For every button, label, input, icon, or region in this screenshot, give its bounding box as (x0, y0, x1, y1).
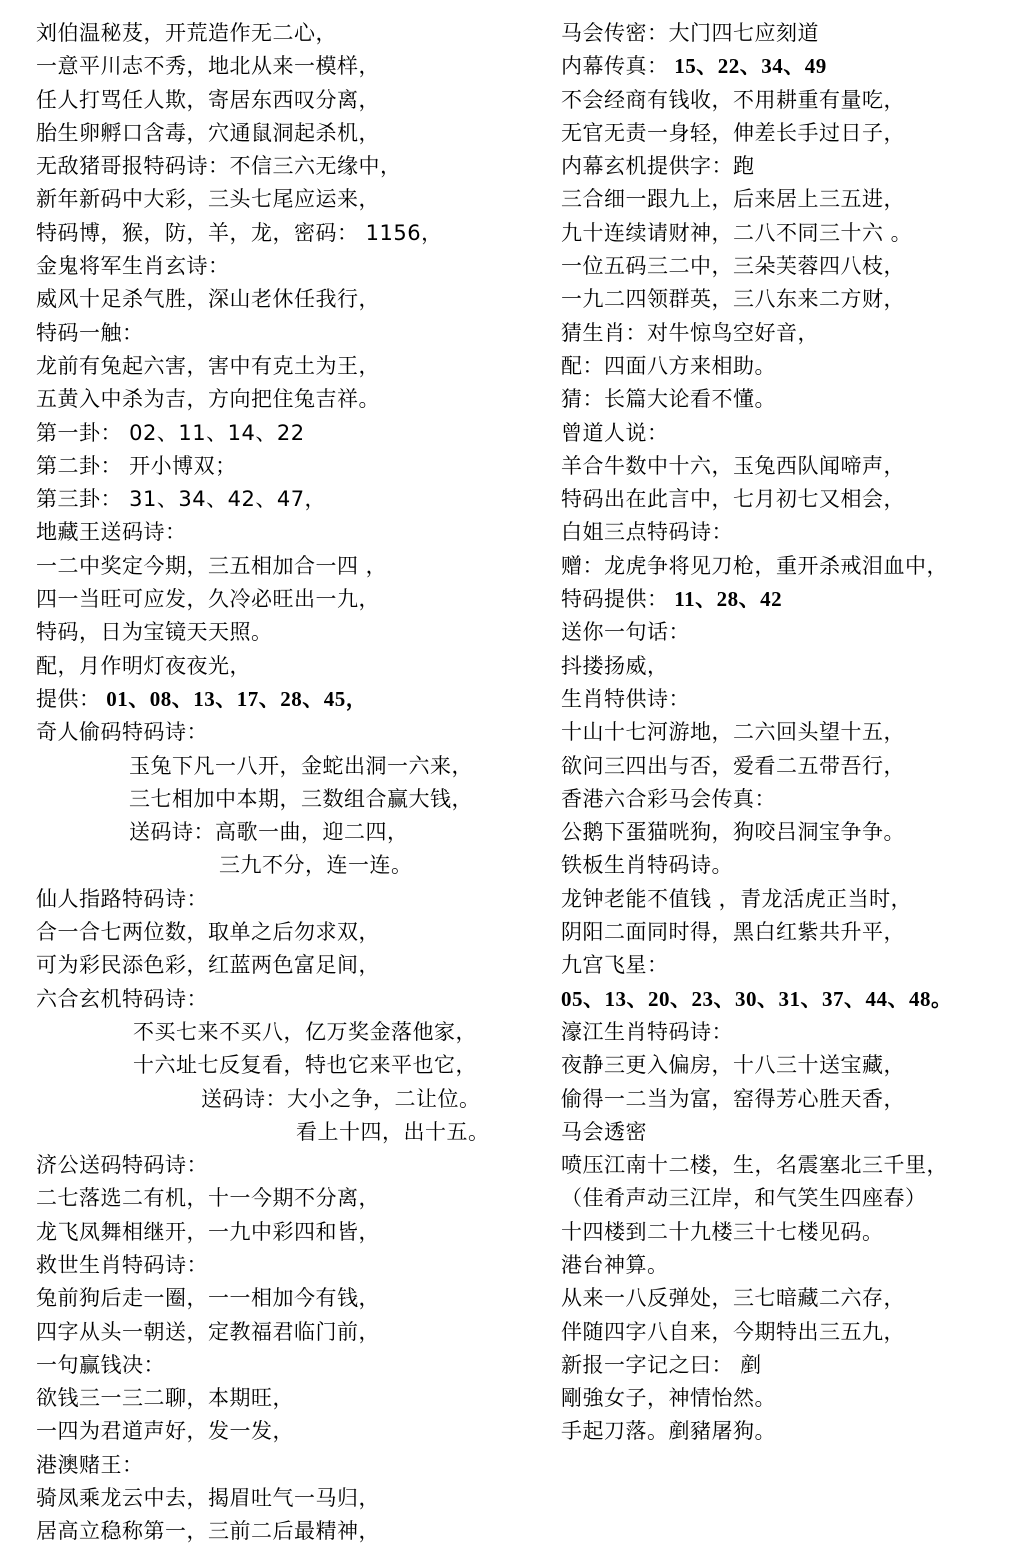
text-line: 特码，日为宝镜天天照。 (36, 620, 273, 645)
section-heading: 仙人指路特码诗： (36, 886, 208, 911)
numbers-value: 11、28、42 (668, 587, 783, 612)
section-heading: 生肖特供诗： (561, 686, 690, 711)
text-line: 抖搂扬威， (561, 653, 669, 678)
text-line: 内幕玄机提供字：跑 (561, 154, 755, 179)
numbers-line (561, 50, 1001, 83)
text-line: 十山十七河游地，二六回头望十五， (561, 720, 905, 745)
text-line: 四字从头一朝送，定教福君临门前， (36, 1319, 380, 1344)
text-line: 龙前有兔起六害，害中有克土为王， (36, 353, 380, 378)
section-heading: 奇人偷码特码诗： (36, 720, 208, 745)
numbers-line: 05、13、20、23、30、31、37、44、48。 (561, 986, 953, 1011)
section-heading: 一句赢钱决： (36, 1352, 165, 1377)
text-line: 威风十足杀气胜，深山老休任我行， (36, 287, 380, 312)
text-line: 猜：长篇大论看不懂。 (561, 387, 776, 412)
text-line: 欲钱三一三二聊，本期旺， (36, 1386, 294, 1411)
text-line: （佳肴声动三江岸，和气笑生四座春） (561, 1186, 927, 1211)
text-line: 一二中奖定今期，三五相加合一四 ， (36, 553, 388, 578)
text-line: 九十连续请财神，二八不同三十六 。 (561, 220, 913, 245)
text-line: 新年新码中大彩，三头七尾应运来， (36, 187, 380, 212)
numbers-value: 15、22、34、49 (668, 54, 827, 79)
text-line: 伴随四字八自来，今期特出三五九， (561, 1319, 905, 1344)
text-line: 第一卦： 02、11、14、22 (36, 420, 305, 445)
text-line: 偷得一二当为富，窑得芳心胜天香， (561, 1086, 905, 1111)
text-line: 十六址七反复看，特也它来平也它， (133, 1053, 477, 1078)
text-line: 羊合牛数中十六，玉兔西队闻啼声， (561, 453, 905, 478)
section-heading: 白姐三点特码诗： (561, 520, 733, 545)
text-line: 四一当旺可应发，久冷必旺出一九， (36, 587, 380, 612)
section-heading: 铁板生肖特码诗。 (561, 853, 733, 878)
text-line: 一位五码三二中，三朵芙蓉四八枝， (561, 254, 905, 279)
text-line: 十四楼到二十九楼三十七楼见码。 (561, 1219, 884, 1244)
section-heading: 香港六合彩马会传真： (561, 786, 776, 811)
text-line: 一意平川志不秀，地北从来一模样， (36, 54, 380, 79)
text-line: 特码博，猴，防，羊，龙，密码： 1156， (36, 220, 443, 245)
numbers-label: 内幕传真： (561, 54, 669, 79)
section-heading: 曾道人说： (561, 420, 669, 445)
text-line: 夜静三更入偏房，十八三十送宝藏， (561, 1053, 905, 1078)
text-line: 送码诗：大小之争，二让位。 (201, 1086, 481, 1111)
text-line: 猜生肖：对牛惊鸟空好音， (561, 320, 819, 345)
text-line: 特码出在此言中，七月初七又相会， (561, 487, 905, 512)
text-line: 刘伯温秘芨，开荒造作无二心， (36, 21, 337, 45)
text-line: 第三卦： 31、34、42、47， (36, 487, 327, 512)
section-heading: 金鬼将军生肖玄诗： (36, 254, 230, 279)
section-heading: 九宫飞星： (561, 953, 669, 978)
text-line: 第二卦： 开小博双； (36, 453, 237, 478)
text-line: 合一合七两位数，取单之后勿求双， (36, 920, 380, 945)
text-line: 无官无责一身轻，伸差长手过日子， (561, 120, 905, 145)
section-heading: 济公送码特码诗： (36, 1153, 208, 1178)
text-line: 不买七来不买八，亿万奖金落他家， (133, 1019, 477, 1044)
numbers-line (36, 683, 536, 716)
text-line: 无敌猪哥报特码诗：不信三六无缘中， (36, 154, 402, 179)
numbers-label: 特码提供： (561, 587, 669, 612)
text-line: 骑凤乘龙云中去，揭眉吐气一马归， (36, 1486, 380, 1511)
text-line: 龙钟老能不值钱 ，青龙活虎正当时， (561, 886, 913, 911)
section-heading: 地藏王送码诗： (36, 520, 187, 545)
section-heading: 救世生肖特码诗： (36, 1252, 208, 1277)
text-line: 玉兔下凡一八开，金蛇出洞一六来， (129, 753, 473, 778)
section-heading: 马会透密 (561, 1119, 647, 1144)
text-line: 剛強女子，神情怡然。 (561, 1386, 776, 1411)
right-column (561, 17, 1001, 1449)
text-line: 二七落选二有机，十一今期不分离， (36, 1186, 380, 1211)
numbers-label: 提供： (36, 686, 101, 711)
text-line: 赠：龙虎争将见刀枪，重开杀戒泪血中， (561, 553, 948, 578)
text-line: 兔前狗后走一圈，一一相加今有钱， (36, 1286, 380, 1311)
text-line: 五黄入中杀为吉，方向把住兔吉祥。 (36, 387, 380, 412)
numbers-value: 01、08、13、17、28、45， (100, 686, 368, 711)
section-heading: 濠江生肖特码诗： (561, 1019, 733, 1044)
text-line: 三九不分，连一连。 (219, 853, 413, 878)
text-line: 手起刀落。剷豬屠狗。 (561, 1419, 776, 1444)
text-line: 喷压江南十二楼，生，名震塞北三千里， (561, 1153, 948, 1178)
section-heading: 六合玄机特码诗： (36, 986, 208, 1011)
text-line: 阴阳二面同时得，黑白红紫共升平， (561, 920, 905, 945)
text-line: 胎生卵孵口含毒，穴通鼠洞起杀机， (36, 120, 380, 145)
text-line: 配，月作明灯夜夜光， (36, 653, 251, 678)
text-line: 三七相加中本期，三数组合赢大钱， (129, 786, 473, 811)
section-heading: 港澳赌王： (36, 1452, 144, 1477)
text-line: 可为彩民添色彩，红蓝两色富足间， (36, 953, 380, 978)
text-line: 一九二四领群英，三八东来二方财， (561, 287, 905, 312)
text-line: 马会传密：大门四七应刻道 (561, 21, 819, 45)
text-line: 不会经商有钱收，不用耕重有量吃， (561, 87, 905, 112)
section-heading: 港台神算。 (561, 1252, 669, 1277)
text-line: 一四为君道声好，发一发， (36, 1419, 294, 1444)
text-line: 看上十四，出十五。 (296, 1119, 490, 1144)
text-line: 居高立稳称第一，三前二后最精神， (36, 1519, 380, 1544)
numbers-line (561, 583, 1001, 616)
text-line: 从来一八反弹处，三七暗藏二六存， (561, 1286, 905, 1311)
section-heading: 送你一句话： (561, 620, 690, 645)
text-line: 欲问三四出与否，爱看二五带吾行， (561, 753, 905, 778)
section-heading: 特码一触： (36, 320, 144, 345)
text-line: 三合细一跟九上，后来居上三五进， (561, 187, 905, 212)
text-line: 送码诗：高歌一曲，迎二四， (129, 820, 409, 845)
text-line: 公鹅下蛋猫咣狗，狗咬吕洞宝争争。 (561, 820, 905, 845)
text-line: 龙飞凤舞相继开，一九中彩四和皆， (36, 1219, 380, 1244)
left-column (36, 17, 536, 1549)
text-line: 任人打骂任人欺，寄居东西叹分离， (36, 87, 380, 112)
text-line: 配：四面八方来相助。 (561, 353, 776, 378)
text-line: 新报一字记之曰： 剷 (561, 1352, 762, 1377)
